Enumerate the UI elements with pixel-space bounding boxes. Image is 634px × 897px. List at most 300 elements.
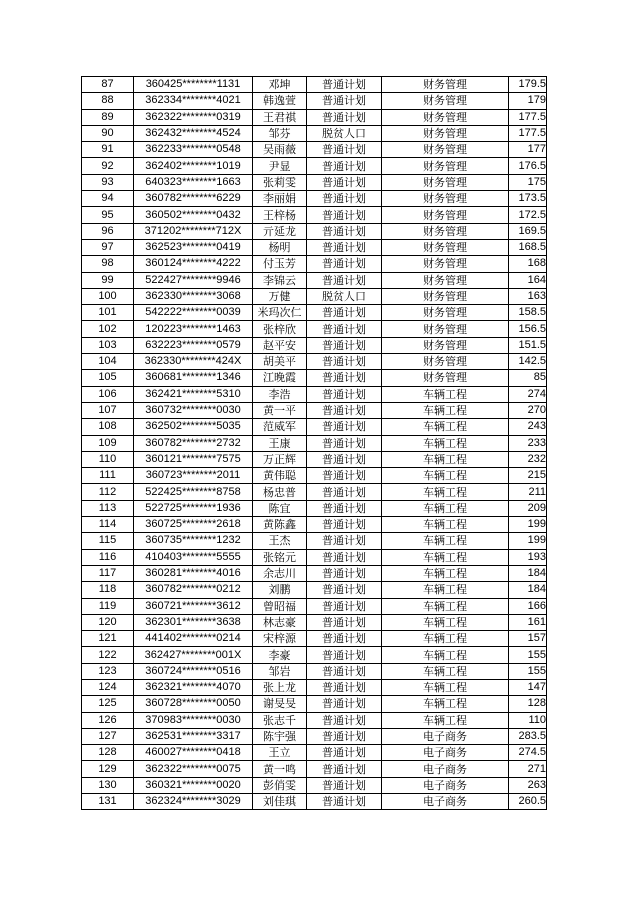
major-cell: 车辆工程 — [382, 435, 509, 451]
row-number-cell: 125 — [82, 696, 134, 712]
student-name-cell: 彭俏雯 — [253, 777, 307, 793]
id-number-cell: 360782********2732 — [134, 435, 253, 451]
row-number-cell: 106 — [82, 386, 134, 402]
score-cell: 142.5 — [509, 354, 547, 370]
admission-table-body — [82, 77, 547, 810]
id-number-cell: 522725********1936 — [134, 500, 253, 516]
plan-type-cell: 普通计划 — [307, 777, 382, 793]
table-row — [82, 305, 547, 321]
student-name-cell: 韩逸萱 — [253, 93, 307, 109]
id-number-cell: 441402********0214 — [134, 631, 253, 647]
table-row — [82, 109, 547, 125]
plan-type-cell: 普通计划 — [307, 745, 382, 761]
table-row — [82, 272, 547, 288]
score-cell: 209 — [509, 500, 547, 516]
table-row — [82, 142, 547, 158]
plan-type-cell: 普通计划 — [307, 174, 382, 190]
id-number-cell: 410403********5555 — [134, 549, 253, 565]
table-row — [82, 728, 547, 744]
score-cell: 172.5 — [509, 207, 547, 223]
student-name-cell: 张铭元 — [253, 549, 307, 565]
id-number-cell: 542222********0039 — [134, 305, 253, 321]
score-cell: 233 — [509, 435, 547, 451]
score-cell: 157 — [509, 631, 547, 647]
id-number-cell: 360723********2011 — [134, 468, 253, 484]
row-number-cell: 91 — [82, 142, 134, 158]
student-name-cell: 邓坤 — [253, 77, 307, 93]
major-cell: 财务管理 — [382, 337, 509, 353]
row-number-cell: 99 — [82, 272, 134, 288]
row-number-cell: 124 — [82, 679, 134, 695]
table-row — [82, 484, 547, 500]
student-name-cell: 亓延龙 — [253, 223, 307, 239]
score-cell: 156.5 — [509, 321, 547, 337]
table-row — [82, 370, 547, 386]
table-row — [82, 533, 547, 549]
plan-type-cell: 普通计划 — [307, 93, 382, 109]
plan-type-cell: 普通计划 — [307, 402, 382, 418]
student-name-cell: 邹岩 — [253, 663, 307, 679]
score-cell: 168 — [509, 256, 547, 272]
plan-type-cell: 普通计划 — [307, 598, 382, 614]
id-number-cell: 362324********3029 — [134, 794, 253, 810]
row-number-cell: 129 — [82, 761, 134, 777]
major-cell: 电子商务 — [382, 761, 509, 777]
major-cell: 财务管理 — [382, 239, 509, 255]
row-number-cell: 105 — [82, 370, 134, 386]
major-cell: 财务管理 — [382, 207, 509, 223]
student-name-cell: 陈宜 — [253, 500, 307, 516]
row-number-cell: 90 — [82, 125, 134, 141]
student-name-cell: 付玉芳 — [253, 256, 307, 272]
student-name-cell: 胡美平 — [253, 354, 307, 370]
id-number-cell: 360782********6229 — [134, 191, 253, 207]
score-cell: 283.5 — [509, 728, 547, 744]
row-number-cell: 119 — [82, 598, 134, 614]
table-row — [82, 777, 547, 793]
major-cell: 财务管理 — [382, 370, 509, 386]
student-name-cell: 吴雨薇 — [253, 142, 307, 158]
score-cell: 179 — [509, 93, 547, 109]
major-cell: 车辆工程 — [382, 565, 509, 581]
major-cell: 车辆工程 — [382, 533, 509, 549]
plan-type-cell: 普通计划 — [307, 565, 382, 581]
id-number-cell: 371202********712X — [134, 223, 253, 239]
major-cell: 车辆工程 — [382, 484, 509, 500]
major-cell: 电子商务 — [382, 728, 509, 744]
plan-type-cell: 普通计划 — [307, 321, 382, 337]
id-number-cell: 360121********7575 — [134, 451, 253, 467]
id-number-cell: 362321********4070 — [134, 679, 253, 695]
major-cell: 车辆工程 — [382, 549, 509, 565]
plan-type-cell: 普通计划 — [307, 191, 382, 207]
score-cell: 184 — [509, 582, 547, 598]
student-name-cell: 杨忠普 — [253, 484, 307, 500]
id-number-cell: 360681********1346 — [134, 370, 253, 386]
table-row — [82, 402, 547, 418]
score-cell: 177.5 — [509, 125, 547, 141]
id-number-cell: 370983********0030 — [134, 712, 253, 728]
major-cell: 车辆工程 — [382, 712, 509, 728]
student-name-cell: 赵平安 — [253, 337, 307, 353]
score-cell: 158.5 — [509, 305, 547, 321]
major-cell: 财务管理 — [382, 125, 509, 141]
major-cell: 车辆工程 — [382, 663, 509, 679]
student-name-cell: 李浩 — [253, 386, 307, 402]
student-name-cell: 林志豪 — [253, 614, 307, 630]
student-name-cell: 张志千 — [253, 712, 307, 728]
id-number-cell: 362502********5035 — [134, 419, 253, 435]
score-cell: 263 — [509, 777, 547, 793]
major-cell: 车辆工程 — [382, 517, 509, 533]
plan-type-cell: 普通计划 — [307, 468, 382, 484]
id-number-cell: 362322********0075 — [134, 761, 253, 777]
id-number-cell: 360725********2618 — [134, 517, 253, 533]
id-number-cell: 522425********8758 — [134, 484, 253, 500]
score-cell: 215 — [509, 468, 547, 484]
major-cell: 车辆工程 — [382, 419, 509, 435]
major-cell: 车辆工程 — [382, 451, 509, 467]
major-cell: 财务管理 — [382, 321, 509, 337]
plan-type-cell: 普通计划 — [307, 272, 382, 288]
plan-type-cell: 普通计划 — [307, 451, 382, 467]
plan-type-cell: 普通计划 — [307, 663, 382, 679]
row-number-cell: 128 — [82, 745, 134, 761]
plan-type-cell: 普通计划 — [307, 370, 382, 386]
table-row — [82, 125, 547, 141]
score-cell: 176.5 — [509, 158, 547, 174]
id-number-cell: 360735********1232 — [134, 533, 253, 549]
score-cell: 199 — [509, 517, 547, 533]
student-name-cell: 王君祺 — [253, 109, 307, 125]
admission-table — [81, 76, 547, 810]
score-cell: 161 — [509, 614, 547, 630]
table-row — [82, 288, 547, 304]
major-cell: 车辆工程 — [382, 679, 509, 695]
row-number-cell: 100 — [82, 288, 134, 304]
score-cell: 155 — [509, 647, 547, 663]
student-name-cell: 王康 — [253, 435, 307, 451]
row-number-cell: 104 — [82, 354, 134, 370]
student-name-cell: 王梓杨 — [253, 207, 307, 223]
plan-type-cell: 脱贫人口 — [307, 288, 382, 304]
id-number-cell: 362322********0319 — [134, 109, 253, 125]
row-number-cell: 122 — [82, 647, 134, 663]
student-name-cell: 王立 — [253, 745, 307, 761]
id-number-cell: 360425********1131 — [134, 77, 253, 93]
major-cell: 车辆工程 — [382, 402, 509, 418]
student-name-cell: 张梓欣 — [253, 321, 307, 337]
id-number-cell: 362421********5310 — [134, 386, 253, 402]
score-cell: 260.5 — [509, 794, 547, 810]
plan-type-cell: 普通计划 — [307, 728, 382, 744]
row-number-cell: 111 — [82, 468, 134, 484]
row-number-cell: 126 — [82, 712, 134, 728]
student-name-cell: 范威军 — [253, 419, 307, 435]
plan-type-cell: 普通计划 — [307, 794, 382, 810]
plan-type-cell: 普通计划 — [307, 631, 382, 647]
score-cell: 184 — [509, 565, 547, 581]
student-name-cell: 李豪 — [253, 647, 307, 663]
plan-type-cell: 普通计划 — [307, 500, 382, 516]
table-row — [82, 191, 547, 207]
row-number-cell: 110 — [82, 451, 134, 467]
score-cell: 110 — [509, 712, 547, 728]
student-name-cell: 邹芬 — [253, 125, 307, 141]
plan-type-cell: 普通计划 — [307, 239, 382, 255]
row-number-cell: 93 — [82, 174, 134, 190]
plan-type-cell: 普通计划 — [307, 517, 382, 533]
score-cell: 164 — [509, 272, 547, 288]
major-cell: 车辆工程 — [382, 598, 509, 614]
row-number-cell: 123 — [82, 663, 134, 679]
student-name-cell: 刘佳琪 — [253, 794, 307, 810]
row-number-cell: 92 — [82, 158, 134, 174]
table-row — [82, 663, 547, 679]
row-number-cell: 97 — [82, 239, 134, 255]
major-cell: 财务管理 — [382, 109, 509, 125]
major-cell: 财务管理 — [382, 142, 509, 158]
plan-type-cell: 普通计划 — [307, 484, 382, 500]
table-row — [82, 419, 547, 435]
student-name-cell: 刘鹏 — [253, 582, 307, 598]
major-cell: 电子商务 — [382, 794, 509, 810]
plan-type-cell: 普通计划 — [307, 696, 382, 712]
major-cell: 车辆工程 — [382, 647, 509, 663]
score-cell: 211 — [509, 484, 547, 500]
row-number-cell: 109 — [82, 435, 134, 451]
plan-type-cell: 普通计划 — [307, 109, 382, 125]
student-name-cell: 张上龙 — [253, 679, 307, 695]
score-cell: 232 — [509, 451, 547, 467]
table-row — [82, 712, 547, 728]
table-row — [82, 468, 547, 484]
table-row — [82, 256, 547, 272]
score-cell: 128 — [509, 696, 547, 712]
row-number-cell: 98 — [82, 256, 134, 272]
row-number-cell: 112 — [82, 484, 134, 500]
row-number-cell: 131 — [82, 794, 134, 810]
plan-type-cell: 普通计划 — [307, 582, 382, 598]
major-cell: 财务管理 — [382, 174, 509, 190]
row-number-cell: 127 — [82, 728, 134, 744]
score-cell: 163 — [509, 288, 547, 304]
row-number-cell: 118 — [82, 582, 134, 598]
id-number-cell: 120223********1463 — [134, 321, 253, 337]
table-row — [82, 761, 547, 777]
student-name-cell: 王杰 — [253, 533, 307, 549]
student-name-cell: 余志川 — [253, 565, 307, 581]
plan-type-cell: 普通计划 — [307, 614, 382, 630]
id-number-cell: 362330********3068 — [134, 288, 253, 304]
plan-type-cell: 普通计划 — [307, 647, 382, 663]
row-number-cell: 121 — [82, 631, 134, 647]
table-row — [82, 631, 547, 647]
row-number-cell: 107 — [82, 402, 134, 418]
major-cell: 车辆工程 — [382, 614, 509, 630]
row-number-cell: 89 — [82, 109, 134, 125]
score-cell: 193 — [509, 549, 547, 565]
student-name-cell: 黄陈鑫 — [253, 517, 307, 533]
student-name-cell: 黄一平 — [253, 402, 307, 418]
plan-type-cell: 普通计划 — [307, 386, 382, 402]
plan-type-cell: 普通计划 — [307, 533, 382, 549]
row-number-cell: 116 — [82, 549, 134, 565]
score-cell: 155 — [509, 663, 547, 679]
score-cell: 175 — [509, 174, 547, 190]
score-cell: 85 — [509, 370, 547, 386]
major-cell: 财务管理 — [382, 305, 509, 321]
score-cell: 274 — [509, 386, 547, 402]
score-cell: 151.5 — [509, 337, 547, 353]
table-row — [82, 549, 547, 565]
row-number-cell: 87 — [82, 77, 134, 93]
major-cell: 车辆工程 — [382, 696, 509, 712]
id-number-cell: 362427********001X — [134, 647, 253, 663]
student-name-cell: 万正辉 — [253, 451, 307, 467]
table-row — [82, 174, 547, 190]
major-cell: 车辆工程 — [382, 631, 509, 647]
major-cell: 财务管理 — [382, 93, 509, 109]
table-row — [82, 451, 547, 467]
id-number-cell: 360732********0030 — [134, 402, 253, 418]
plan-type-cell: 普通计划 — [307, 207, 382, 223]
table-row — [82, 500, 547, 516]
score-cell: 243 — [509, 419, 547, 435]
plan-type-cell: 普通计划 — [307, 142, 382, 158]
table-row — [82, 93, 547, 109]
id-number-cell: 360728********0050 — [134, 696, 253, 712]
row-number-cell: 103 — [82, 337, 134, 353]
table-row — [82, 158, 547, 174]
student-name-cell: 李丽娟 — [253, 191, 307, 207]
major-cell: 电子商务 — [382, 777, 509, 793]
score-cell: 199 — [509, 533, 547, 549]
table-row — [82, 321, 547, 337]
table-row — [82, 517, 547, 533]
id-number-cell: 362334********4021 — [134, 93, 253, 109]
score-cell: 147 — [509, 679, 547, 695]
table-row — [82, 435, 547, 451]
id-number-cell: 362330********424X — [134, 354, 253, 370]
table-row — [82, 354, 547, 370]
plan-type-cell: 普通计划 — [307, 549, 382, 565]
row-number-cell: 94 — [82, 191, 134, 207]
table-row — [82, 679, 547, 695]
table-row — [82, 565, 547, 581]
major-cell: 财务管理 — [382, 223, 509, 239]
id-number-cell: 362233********0548 — [134, 142, 253, 158]
plan-type-cell: 普通计划 — [307, 158, 382, 174]
major-cell: 车辆工程 — [382, 468, 509, 484]
student-name-cell: 宋梓源 — [253, 631, 307, 647]
table-row — [82, 207, 547, 223]
row-number-cell: 130 — [82, 777, 134, 793]
row-number-cell: 102 — [82, 321, 134, 337]
score-cell: 270 — [509, 402, 547, 418]
plan-type-cell: 普通计划 — [307, 256, 382, 272]
table-row — [82, 239, 547, 255]
id-number-cell: 360782********0212 — [134, 582, 253, 598]
id-number-cell: 360281********4016 — [134, 565, 253, 581]
score-cell: 168.5 — [509, 239, 547, 255]
student-name-cell: 张莉雯 — [253, 174, 307, 190]
major-cell: 财务管理 — [382, 354, 509, 370]
table-row — [82, 745, 547, 761]
plan-type-cell: 普通计划 — [307, 77, 382, 93]
id-number-cell: 360721********3612 — [134, 598, 253, 614]
score-cell: 177 — [509, 142, 547, 158]
major-cell: 财务管理 — [382, 288, 509, 304]
id-number-cell: 522427********9946 — [134, 272, 253, 288]
major-cell: 财务管理 — [382, 77, 509, 93]
plan-type-cell: 普通计划 — [307, 761, 382, 777]
id-number-cell: 360321********0020 — [134, 777, 253, 793]
student-name-cell: 曾昭福 — [253, 598, 307, 614]
student-name-cell: 黄伟聪 — [253, 468, 307, 484]
row-number-cell: 113 — [82, 500, 134, 516]
id-number-cell: 632223********0579 — [134, 337, 253, 353]
id-number-cell: 360724********0516 — [134, 663, 253, 679]
score-cell: 169.5 — [509, 223, 547, 239]
id-number-cell: 640323********1663 — [134, 174, 253, 190]
table-row — [82, 647, 547, 663]
plan-type-cell: 普通计划 — [307, 305, 382, 321]
score-cell: 274.5 — [509, 745, 547, 761]
row-number-cell: 120 — [82, 614, 134, 630]
student-name-cell: 米玛次仁 — [253, 305, 307, 321]
major-cell: 车辆工程 — [382, 500, 509, 516]
student-name-cell: 万健 — [253, 288, 307, 304]
major-cell: 车辆工程 — [382, 582, 509, 598]
table-row — [82, 696, 547, 712]
row-number-cell: 117 — [82, 565, 134, 581]
plan-type-cell: 普通计划 — [307, 337, 382, 353]
student-name-cell: 江晚霞 — [253, 370, 307, 386]
row-number-cell: 114 — [82, 517, 134, 533]
id-number-cell: 460027********0418 — [134, 745, 253, 761]
id-number-cell: 362432********4524 — [134, 125, 253, 141]
plan-type-cell: 普通计划 — [307, 679, 382, 695]
score-cell: 179.5 — [509, 77, 547, 93]
major-cell: 财务管理 — [382, 158, 509, 174]
table-row — [82, 598, 547, 614]
student-name-cell: 杨明 — [253, 239, 307, 255]
table-row — [82, 614, 547, 630]
major-cell: 电子商务 — [382, 745, 509, 761]
student-name-cell: 陈宇强 — [253, 728, 307, 744]
plan-type-cell: 普通计划 — [307, 354, 382, 370]
row-number-cell: 95 — [82, 207, 134, 223]
plan-type-cell: 普通计划 — [307, 712, 382, 728]
score-cell: 271 — [509, 761, 547, 777]
table-row — [82, 337, 547, 353]
score-cell: 173.5 — [509, 191, 547, 207]
student-name-cell: 李锦云 — [253, 272, 307, 288]
plan-type-cell: 普通计划 — [307, 223, 382, 239]
plan-type-cell: 脱贫人口 — [307, 125, 382, 141]
row-number-cell: 88 — [82, 93, 134, 109]
row-number-cell: 96 — [82, 223, 134, 239]
row-number-cell: 108 — [82, 419, 134, 435]
student-name-cell: 谢旻旻 — [253, 696, 307, 712]
score-cell: 166 — [509, 598, 547, 614]
id-number-cell: 360502********0432 — [134, 207, 253, 223]
plan-type-cell: 普通计划 — [307, 435, 382, 451]
id-number-cell: 362523********0419 — [134, 239, 253, 255]
id-number-cell: 360124********4222 — [134, 256, 253, 272]
row-number-cell: 101 — [82, 305, 134, 321]
